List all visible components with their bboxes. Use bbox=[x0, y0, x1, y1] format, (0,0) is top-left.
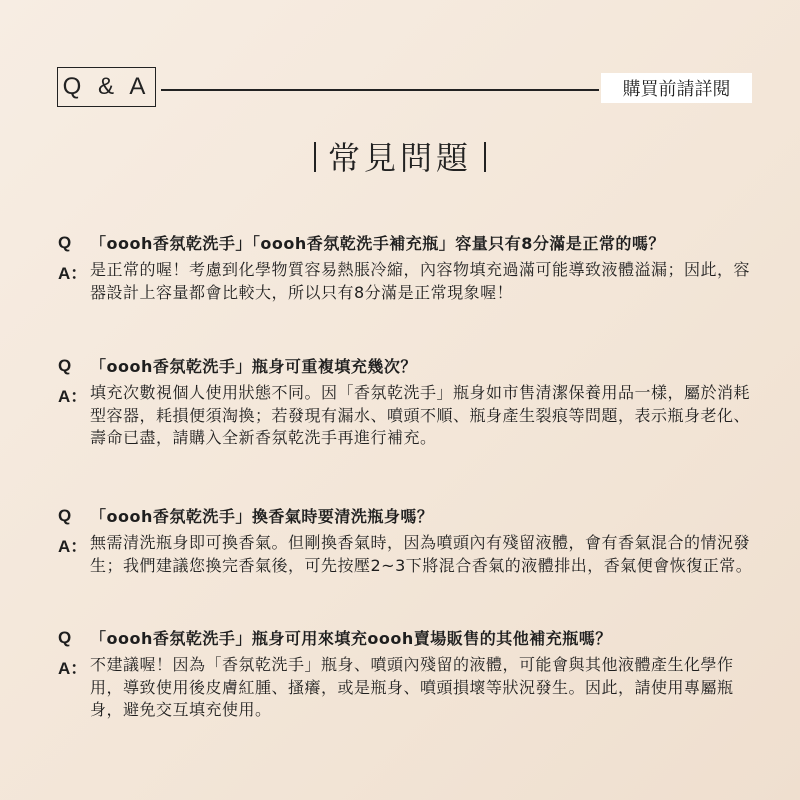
question-text: 「oooh香氛乾洗手」換香氣時要清洗瓶身嗎？ bbox=[90, 507, 434, 526]
question-text: 「oooh香氛乾洗手」瓶身可重複填充幾次？ bbox=[90, 357, 417, 376]
question-text: 「oooh香氛乾洗手」「oooh香氛乾洗手補充瓶」容量只有8分滿是正常的嗎？ bbox=[90, 234, 665, 253]
qa-badge: Q & A bbox=[57, 67, 156, 107]
answer-marker: A： bbox=[58, 264, 88, 283]
question-row bbox=[58, 233, 758, 255]
question-marker: Q bbox=[58, 628, 72, 647]
answer-marker: A： bbox=[58, 659, 88, 678]
question-text: 「oooh香氛乾洗手」瓶身可用來填充oooh賣場販售的其他補充瓶嗎？ bbox=[90, 629, 612, 648]
title-bar-left bbox=[314, 142, 316, 172]
faq-item-4 bbox=[58, 628, 758, 722]
answer-row bbox=[58, 382, 758, 450]
question-row bbox=[58, 628, 758, 650]
title-bar-right bbox=[484, 142, 486, 172]
answer-text: 填充次數視個人使用狀態不同。因「香氛乾洗手」瓶身如市售清潔保養用品一樣，屬於消耗型容器，耗損便須淘換；若發現有漏水、噴頭不順、瓶身產生裂痕等問題，表示瓶身老化、壽命已盡，請購入全新香氛乾洗手再進行補充。 bbox=[90, 383, 751, 447]
qa-header bbox=[57, 67, 752, 109]
question-marker: Q bbox=[58, 506, 72, 525]
page-title bbox=[0, 133, 800, 179]
question-row bbox=[58, 356, 758, 378]
page-title-text: 常見問題 bbox=[327, 139, 472, 177]
header-divider-line bbox=[161, 89, 599, 91]
question-marker: Q bbox=[58, 233, 72, 252]
answer-text: 是正常的喔！考慮到化學物質容易熱脹冷縮，內容物填充過滿可能導致液體溢漏；因此，容器設計上容量都會比較大，所以只有8分滿是正常現象喔！ bbox=[90, 260, 751, 302]
faq-item-1 bbox=[58, 233, 758, 304]
read-before-purchase-note: 購買前請詳閱 bbox=[601, 73, 752, 103]
answer-text: 不建議喔！因為「香氛乾洗手」瓶身、噴頭內殘留的液體，可能會與其他液體產生化學作用，導致使用後皮膚紅腫、搔癢，或是瓶身、噴頭損壞等狀況發生。因此，請使用專屬瓶身，避免交互填充使用。 bbox=[90, 655, 734, 719]
question-row bbox=[58, 506, 758, 528]
question-marker: Q bbox=[58, 356, 72, 375]
answer-row bbox=[58, 532, 758, 577]
answer-row bbox=[58, 654, 758, 722]
answer-text: 無需清洗瓶身即可換香氣。但剛換香氣時，因為噴頭內有殘留液體，會有香氣混合的情況發生；我們建議您換完香氣後，可先按壓2~3下將混合香氣的液體排出，香氣便會恢復正常。 bbox=[90, 533, 753, 575]
answer-row bbox=[58, 259, 758, 304]
answer-marker: A： bbox=[58, 387, 88, 406]
answer-marker: A： bbox=[58, 537, 88, 556]
faq-item-3 bbox=[58, 506, 758, 577]
faq-item-2 bbox=[58, 356, 758, 450]
